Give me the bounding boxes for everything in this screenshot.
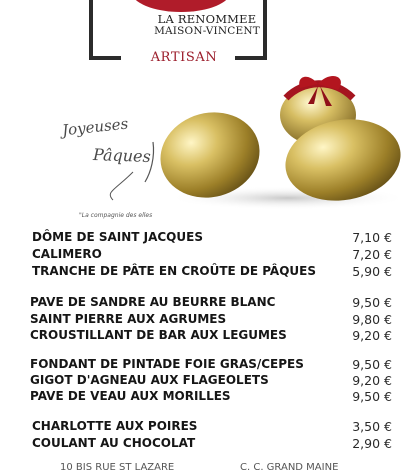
footer-address-left: 10 BIS RUE ST LAZARE bbox=[60, 462, 175, 473]
dish-name: CROUSTILLANT DE BAR AUX LEGUMES bbox=[30, 328, 287, 342]
dish-name: TRANCHE DE PÂTE EN CROÛTE DE PÂQUES bbox=[32, 264, 316, 278]
dish-name: CALIMERO bbox=[32, 247, 102, 261]
menu-item bbox=[0, 264, 414, 279]
dish-name: GIGOT D'AGNEAU AUX FLAGEOLETS bbox=[30, 373, 269, 387]
menu-item bbox=[0, 295, 414, 310]
greeting-line1: Joyeuses bbox=[61, 114, 130, 140]
menu-item bbox=[0, 357, 414, 372]
dish-price: 9,20 € bbox=[352, 373, 392, 388]
dish-name: PAVE DE VEAU AUX MORILLES bbox=[30, 389, 231, 403]
golden-eggs-image bbox=[158, 70, 408, 210]
menu-item bbox=[0, 373, 414, 388]
menu-item bbox=[0, 312, 414, 327]
menu-item bbox=[0, 389, 414, 404]
menu-item bbox=[0, 436, 414, 451]
dish-price: 9,50 € bbox=[352, 357, 392, 372]
dish-price: 7,10 € bbox=[352, 230, 392, 245]
footer-address-right: C. C. GRAND MAINE bbox=[240, 462, 339, 473]
menu-item bbox=[0, 419, 414, 434]
dish-price: 9,50 € bbox=[352, 295, 392, 310]
menu-item bbox=[0, 247, 414, 262]
dish-price: 9,50 € bbox=[352, 389, 392, 404]
dish-price: 9,80 € bbox=[352, 312, 392, 327]
dish-price: 5,90 € bbox=[352, 264, 392, 279]
brand-subname: MAISON-VINCENT bbox=[154, 25, 260, 37]
footer-address bbox=[0, 462, 414, 474]
script-flourish bbox=[55, 112, 165, 202]
dish-name: PAVE DE SANDRE AU BEURRE BLANC bbox=[30, 295, 276, 309]
dish-name: FONDANT DE PINTADE FOIE GRAS/CEPES bbox=[30, 357, 304, 371]
dish-price: 2,90 € bbox=[352, 436, 392, 451]
greeting-line2: Pâques bbox=[92, 144, 152, 167]
dish-price: 3,50 € bbox=[352, 419, 392, 434]
menu-item bbox=[0, 230, 414, 245]
dish-name: SAINT PIERRE AUX AGRUMES bbox=[30, 312, 227, 326]
brand-name: LA RENOMMEE bbox=[157, 12, 257, 26]
menu-item bbox=[0, 328, 414, 343]
hero-caption: "La compagnie des elles bbox=[79, 212, 153, 219]
brand-tagline: ARTISAN bbox=[150, 50, 218, 65]
dish-price: 9,20 € bbox=[352, 328, 392, 343]
dish-name: COULANT AU CHOCOLAT bbox=[32, 436, 196, 450]
dish-name: CHARLOTTE AUX POIRES bbox=[32, 419, 198, 433]
dish-price: 7,20 € bbox=[352, 247, 392, 262]
dish-name: DÔME DE SAINT JACQUES bbox=[32, 230, 203, 244]
